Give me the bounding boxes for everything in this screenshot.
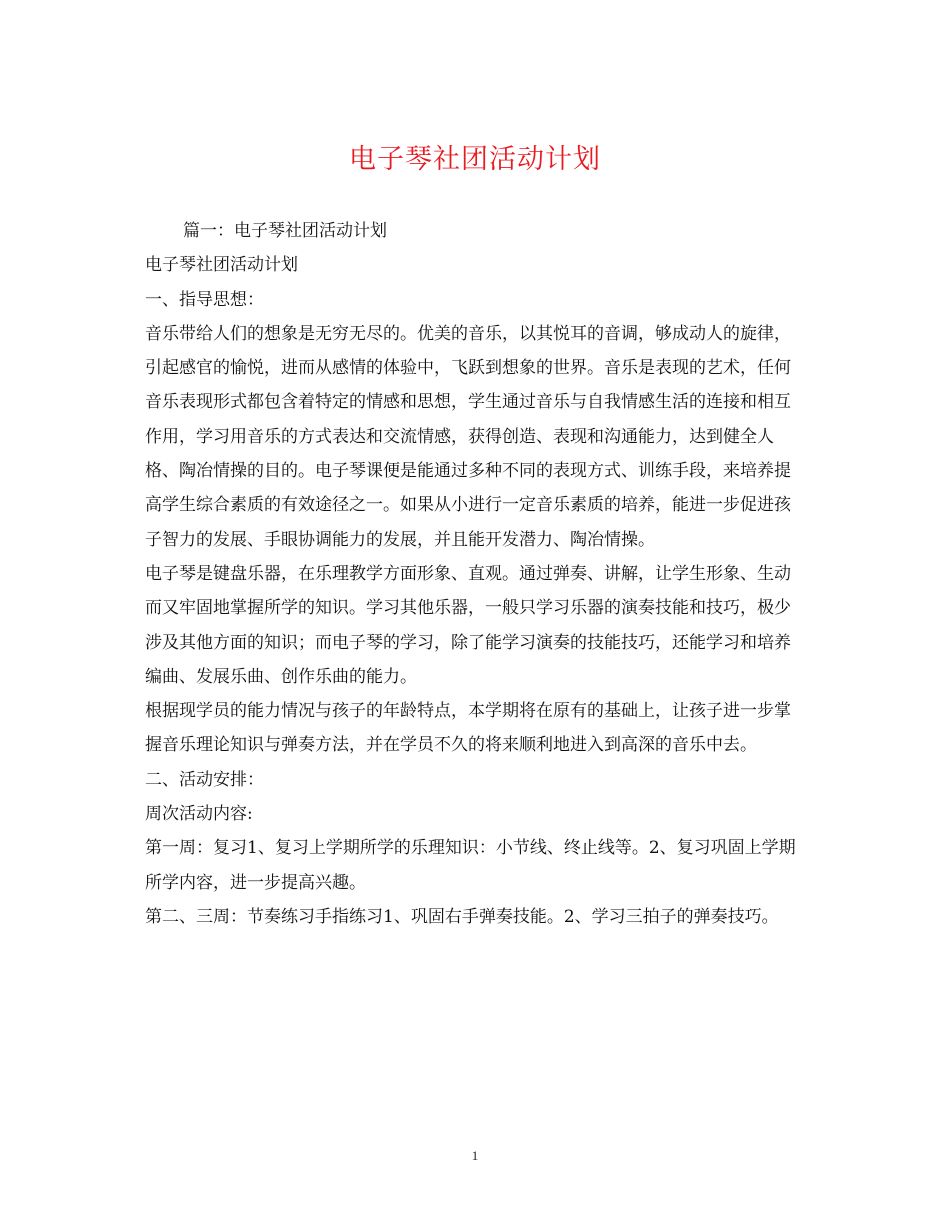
document-body: [145, 214, 805, 934]
heading-activity-arrangement: 二、活动安排：: [145, 769, 264, 790]
page-number: 1: [471, 1148, 479, 1163]
paragraph: 第一周：复习1、复习上学期所学的乐理知识：小节线、终止线等。2、复习巩固上学期所学内容，进一步提高兴趣。: [145, 838, 796, 893]
heading-guiding-ideology: 一、指导思想：: [145, 289, 264, 310]
paragraph: 根据现学员的能力情况与孩子的年龄特点，本学期将在原有的基础上，让孩子进一步掌握音乐理论知识与弹奏方法，并在学员不久的将来顺利地进入到高深的音乐中去。: [145, 701, 791, 756]
section-heading: 篇一：电子琴社团活动计划: [183, 221, 387, 241]
document-title: 电子琴社团活动计划: [349, 144, 601, 175]
paragraph: 周次活动内容:: [145, 804, 253, 825]
paragraph: 电子琴是键盘乐器，在乐理教学方面形象、直观。通过弹奏、讲解，让学生形象、生动而又牢固地掌握所学的知识。学习其他乐器，一般只学习乐器的演奏技能和技巧，极少涉及其他方面的知识；而电子琴的学习，除了能学习演奏的技能技巧，还能学习和培养编曲、发展乐曲、创作乐曲的能力。: [145, 563, 791, 687]
paragraph: 音乐带给人们的想象是无穷无尽的。优美的音乐，以其悦耳的音调，够成动人的旋律，引起感官的愉悦，进而从感情的体验中，飞跃到想象的世界。音乐是表现的艺术，任何音乐表现形式都包含着特定的情感和思想，学生通过音乐与自我情感生活的连接和相互作用，学习用音乐的方式表达和交流情感，获得创造、表现和沟通能力，达到健全人格、陶冶情操的目的。电子琴课便是能通过多种不同的表现方式、训练手段，来培养提高学生综合素质的有效途径之一。如果从小进行一定音乐素质的培养，能进一步促进孩子智力的发展、手眼协调能力的发展，并且能开发潜力、陶冶情操。: [145, 323, 791, 550]
paragraph: 第二、三周：节奏练习手指练习1、巩固右手弹奏技能。2、学习三拍子的弹奏技巧。: [145, 906, 779, 927]
subtitle: 电子琴社团活动计划: [145, 255, 298, 276]
